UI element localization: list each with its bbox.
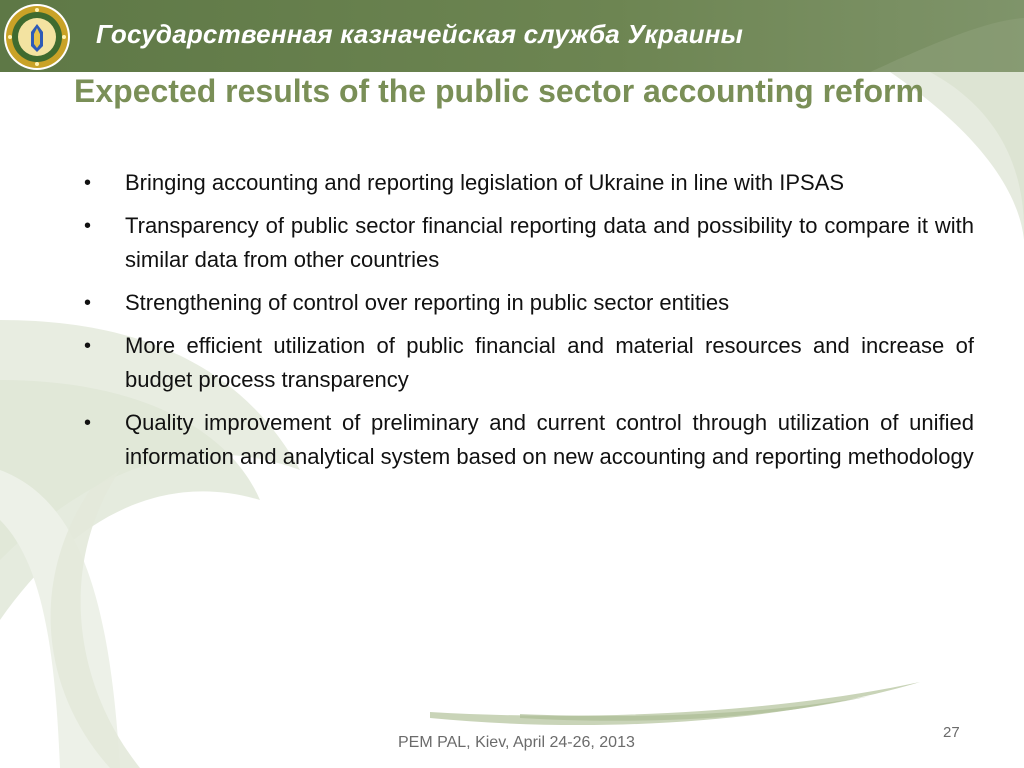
slide-title: Expected results of the public sector accounting reform bbox=[74, 73, 924, 109]
bullet-dot-icon: • bbox=[84, 335, 92, 357]
footer-event-text: PEM PAL, Kiev, April 24-26, 2013 bbox=[398, 734, 635, 751]
bullet-text: Transparency of public sector financial reporting data and possibility to compare it with similar data from other countries bbox=[125, 213, 974, 272]
treasury-emblem-icon bbox=[2, 2, 72, 72]
page-number: 27 bbox=[943, 724, 960, 741]
organization-title: Государственная казначейская служба Украины bbox=[96, 19, 744, 49]
bullet-text: More efficient utilization of public financial and material resources and increase of budget process transparency bbox=[125, 333, 974, 392]
bullet-list bbox=[82, 166, 974, 483]
bullet-item bbox=[82, 286, 974, 320]
bullet-text: Strengthening of control over reporting in public sector entities bbox=[125, 290, 730, 315]
bullet-item bbox=[82, 406, 974, 474]
bullet-dot-icon: • bbox=[84, 292, 92, 314]
bullet-text: Quality improvement of preliminary and current control through utilization of unified information and analytical system based on new accounting and reporting methodology bbox=[125, 410, 974, 469]
bullet-item bbox=[82, 329, 974, 397]
bullet-item bbox=[82, 209, 974, 277]
bullet-dot-icon: • bbox=[84, 215, 92, 237]
bullet-item bbox=[82, 166, 974, 200]
bullet-dot-icon: • bbox=[84, 412, 92, 434]
bullet-text: Bringing accounting and reporting legislation of Ukraine in line with IPSAS bbox=[125, 170, 845, 195]
bullet-dot-icon: • bbox=[84, 172, 92, 194]
